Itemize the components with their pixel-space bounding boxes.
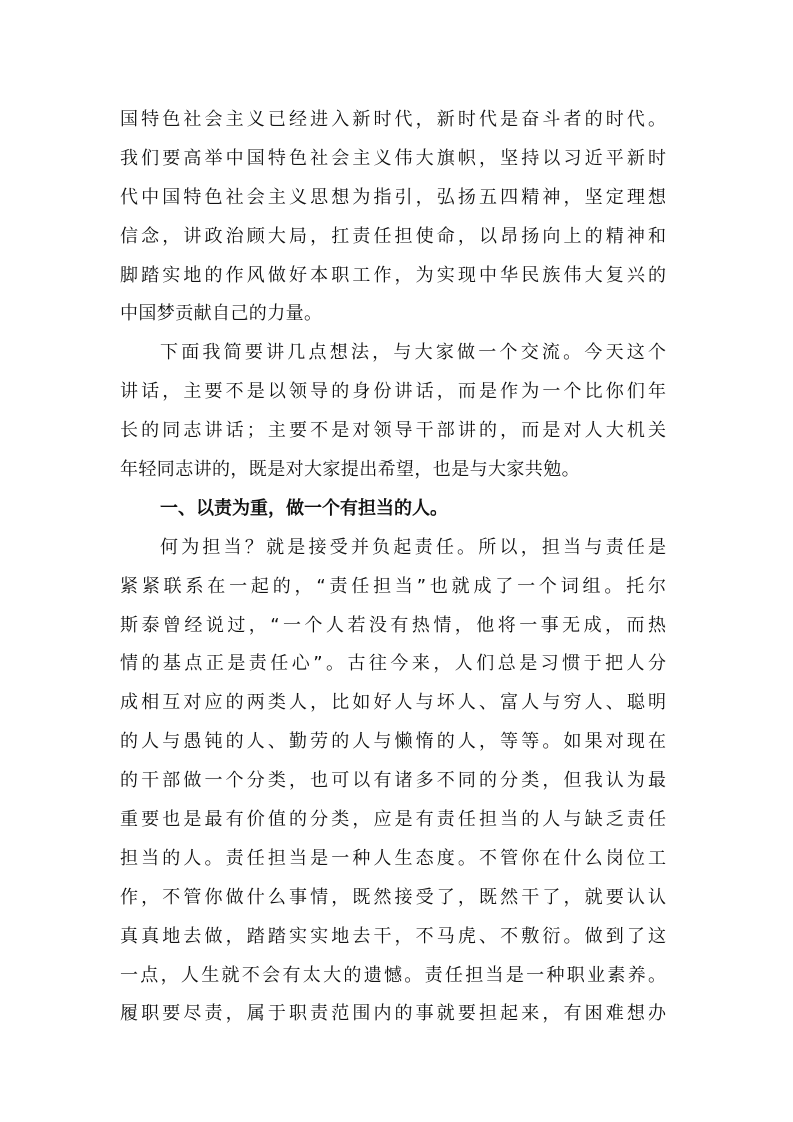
text-line: 脚踏实地的作风做好本职工作，为实现中华民族伟大复兴的 — [120, 264, 666, 286]
paragraph-intro-exchange — [120, 334, 666, 490]
text-line: 斯泰曾经说过，“一个人若没有热情，他将一事无成，而热 — [120, 614, 666, 636]
text-line: 重要也是最有价值的分类，应是有责任担当的人与缺乏责任 — [120, 809, 666, 831]
text-line: 国特色社会主义已经进入新时代，新时代是奋斗者的时代。 — [120, 109, 666, 130]
section-heading: 一、以责为重，做一个有担当的人。 — [160, 497, 448, 519]
text-line: 成相互对应的两类人，比如好人与坏人、富人与穷人、聪明 — [120, 692, 666, 714]
text-line: 下面我简要讲几点想法，与大家做一个交流。今天这个 — [160, 342, 666, 364]
paragraph-intro-continued — [120, 101, 666, 334]
paragraph-responsibility — [120, 529, 666, 1035]
text-line: 的人与愚钝的人、勤劳的人与懒惰的人，等等。如果对现在 — [120, 731, 666, 753]
text-line: 年轻同志讲的，既是对大家提出希望，也是与大家共勉。 — [120, 459, 580, 481]
text-line: 履职要尽责，属于职责范围内的事就要担起来，有困难想办 — [120, 1003, 666, 1025]
text-line: 中国梦贡献自己的力量。 — [120, 303, 323, 325]
text-line: 担当的人。责任担当是一种人生态度。不管你在什么岗位工 — [120, 847, 666, 869]
text-line: 紧紧联系在一起的，“责任担当”也就成了一个词组。托尔 — [120, 575, 666, 597]
text-line: 真真地去做，踏踏实实地去干，不马虎、不敷衍。做到了这 — [120, 925, 666, 947]
text-line: 一点，人生就不会有太大的遗憾。责任担当是一种职业素养。 — [120, 964, 666, 986]
text-line: 代中国特色社会主义思想为指引，弘扬五四精神，坚定理想 — [120, 186, 666, 208]
text-line: 我们要高举中国特色社会主义伟大旗帜，坚持以习近平新时 — [120, 147, 666, 169]
text-line: 信念，讲政治顾大局，扛责任担使命，以昂扬向上的精神和 — [120, 225, 666, 247]
text-line: 作，不管你做什么事情，既然接受了，既然干了，就要认认 — [120, 886, 666, 908]
text-line: 长的同志讲话；主要不是对领导干部讲的，而是对人大机关 — [120, 420, 666, 442]
text-line: 讲话，主要不是以领导的身份讲话，而是作为一个比你们年 — [120, 381, 666, 403]
text-line: 的干部做一个分类，也可以有诸多不同的分类，但我认为最 — [120, 770, 666, 792]
document-page — [120, 101, 666, 1034]
text-line: 情的基点正是责任心”。古往今来，人们总是习惯于把人分 — [120, 653, 666, 675]
text-line: 何为担当？就是接受并负起责任。所以，担当与责任是 — [160, 536, 666, 558]
